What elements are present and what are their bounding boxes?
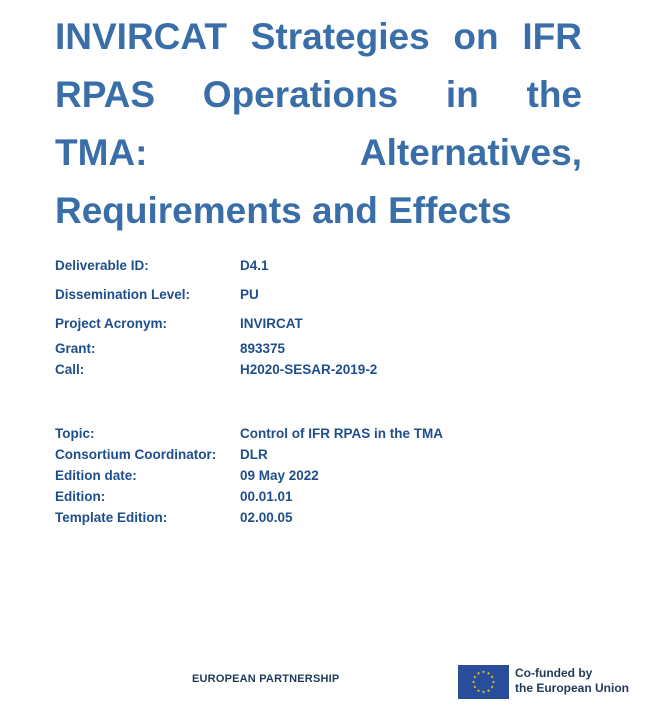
meta-label: Edition: <box>55 489 106 504</box>
title-line-3: TMA: Alternatives, <box>55 132 582 173</box>
meta-label: Dissemination Level: <box>55 287 191 302</box>
eu-flag-icon <box>458 665 509 699</box>
eu-cofunded-text <box>515 666 629 696</box>
meta-label: Topic: <box>55 426 95 441</box>
meta-value: 02.00.05 <box>240 510 293 525</box>
meta-label: Grant: <box>55 341 96 356</box>
meta-value: D4.1 <box>240 258 269 273</box>
meta-label: Call: <box>55 362 85 377</box>
meta-value: 09 May 2022 <box>240 468 319 483</box>
meta-value: DLR <box>240 447 268 462</box>
meta-value: PU <box>240 287 259 302</box>
eu-cofunded-line-2: the European Union <box>515 681 629 695</box>
document-title <box>55 8 582 240</box>
meta-label: Consortium Coordinator: <box>55 447 217 462</box>
meta-label: Project Acronym: <box>55 316 168 331</box>
meta-value: H2020-SESAR-2019-2 <box>240 362 378 377</box>
eu-cofunded-line-1: Co-funded by <box>515 666 593 680</box>
meta-value: Control of IFR RPAS in the TMA <box>240 426 443 441</box>
title-line-2: RPAS Operations in the <box>55 74 582 115</box>
title-line-1: INVIRCAT Strategies on IFR <box>55 16 582 57</box>
meta-label: Edition date: <box>55 468 137 483</box>
eu-flag-svg <box>458 665 509 699</box>
title-line-4: Requirements and Effects <box>55 190 512 231</box>
meta-value: 893375 <box>240 341 286 356</box>
meta-value: INVIRCAT <box>240 316 303 331</box>
meta-value: 00.01.01 <box>240 489 293 504</box>
meta-label: Deliverable ID: <box>55 258 149 273</box>
meta-label: Template Edition: <box>55 510 168 525</box>
european-partnership-label: EUROPEAN PARTNERSHIP <box>192 673 340 685</box>
